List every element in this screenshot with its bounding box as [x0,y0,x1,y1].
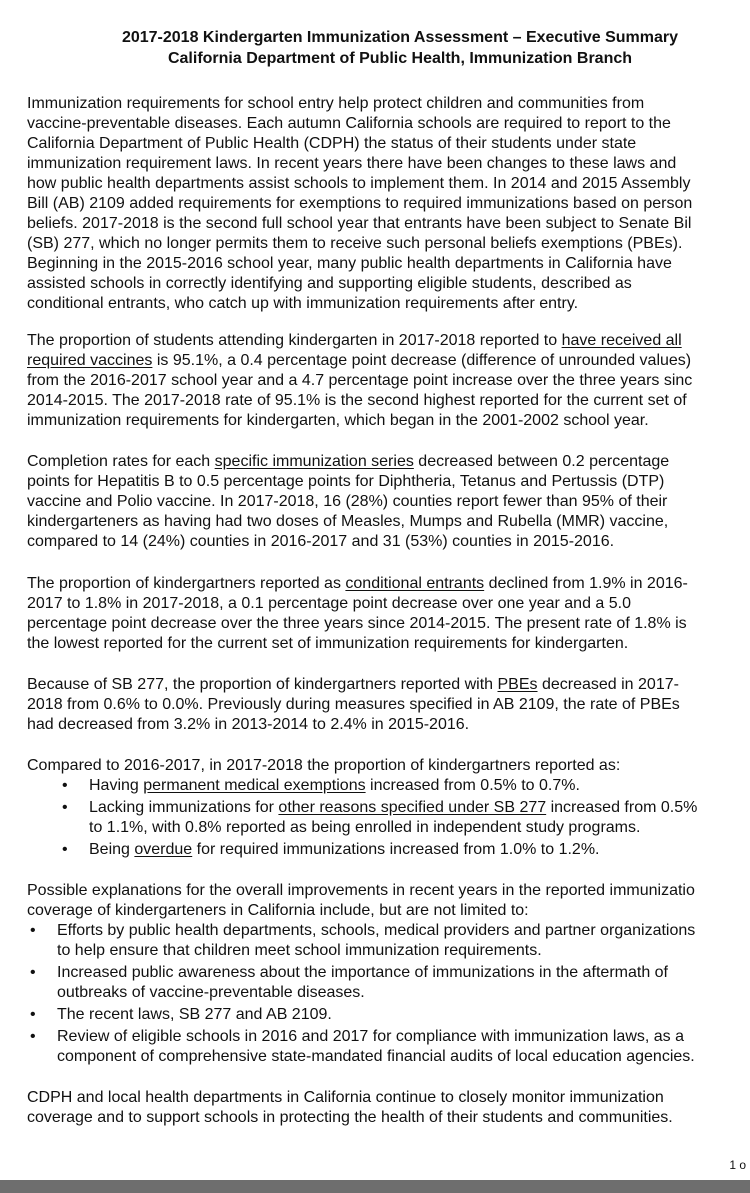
p2-line: immunization requirements for kindergarten, which began in the 2001-2002 school year. [27,412,649,429]
p4-line: 2017 to 1.8% in 2017-2018, a 0.1 percentage point decrease over one year and a 5.0 [27,595,631,612]
bullet-icon: • [30,1006,36,1023]
p6-intro: Compared to 2016-2017, in 2017-2018 the proportion of kindergartners reported as: [27,757,621,774]
p6-bullet-line: Being overdue for required immunizations increased from 1.0% to 1.2%. [89,841,600,858]
p5-line: 2018 from 0.6% to 0.0%. Previously during measures specified in AB 2109, the rate of PBEs [27,696,680,713]
p7-bullet-line: component of comprehensive state-mandated financial audits of local education agencies. [57,1048,695,1065]
p4-line: the lowest reported for the current set of immunization requirements for kindergarten. [27,635,629,652]
link-specific-immunization-series[interactable]: specific immunization series [214,453,414,470]
p1-line: California Department of Public Health (CDPH) the status of their students under state [27,135,637,152]
p1-line: vaccine-preventable diseases. Each autumn California schools are required to report to the [27,115,671,132]
p2-line: required vaccines is 95.1%, a 0.4 percentage point decrease (difference of unrounded values) [27,352,692,369]
document-title: 2017-2018 Kindergarten Immunization Assessment – Executive Summary [121,29,679,46]
p1-line: Beginning in the 2015-2016 school year, many public health departments in California have [27,255,672,272]
link-permanent-medical-exemptions[interactable]: permanent medical exemptions [143,777,366,794]
link-overdue[interactable]: overdue [134,841,193,858]
p1-line: immunization requirement laws. In recent years there have been changes to these laws and [27,155,677,172]
p7-bullet-line: outbreaks of vaccine-preventable diseases. [57,984,365,1001]
p8-line: CDPH and local health departments in California continue to closely monitor immunization [27,1089,664,1106]
p6-bullet-line: Lacking immunizations for other reasons specified under SB 277 increased from 0.5% [89,799,698,816]
p3-line: compared to 14 (24%) counties in 2016-2017 and 31 (53%) counties in 2015-2016. [27,533,615,550]
p7-bullet-line: The recent laws, SB 277 and AB 2109. [57,1006,332,1023]
p4-line: The proportion of kindergartners reported as conditional entrants declined from 1.9% in 2016- [27,575,688,592]
p2-line: 2014-2015. The 2017-2018 rate of 95.1% is the second highest reported for the current set of [27,392,687,409]
p1-line: Immunization requirements for school entry help protect children and communities from [27,95,645,112]
link-conditional-entrants[interactable]: conditional entrants [345,575,485,592]
document-subtitle: California Department of Public Health, Immunization Branch [167,50,633,67]
link-pbes[interactable]: PBEs [497,676,538,693]
p7-line: Possible explanations for the overall improvements in recent years in the reported immunizatio [27,882,695,899]
p5-line: Because of SB 277, the proportion of kindergartners reported with PBEs decreased in 2017- [27,676,679,693]
p1-line: (SB) 277, which no longer permits them to receive such personal beliefs exemptions (PBEs). [27,235,683,252]
viewer-bottom-bar [0,1180,750,1193]
bullet-icon: • [62,799,68,816]
p6-bullet-line: to 1.1%, with 0.8% reported as being enrolled in independent study programs. [89,819,641,836]
p2-line: The proportion of students attending kindergarten in 2017-2018 reported to have received all [27,332,682,349]
p1-line: Bill (AB) 2109 added requirements for exemptions to required immunizations based on person [27,195,693,212]
p4-line: percentage point decrease over the three years since 2014-2015. The present rate of 1.8% is [27,615,687,632]
p1-line: beliefs. 2017-2018 is the second full school year that entrants have been subject to Senate Bil [27,215,692,232]
p1-line: conditional entrants, who catch up with immunization requirements after entry. [27,295,579,312]
page-number: 1 o [729,1158,746,1172]
link-required-vaccines[interactable]: required vaccines [27,352,153,369]
p2-line: from the 2016-2017 school year and a 4.7 percentage point increase over the three years sinc [27,372,693,389]
link-received-all-vaccines[interactable]: have received all [561,332,682,349]
bullet-icon: • [30,1028,36,1045]
p7-bullet-line: Efforts by public health departments, schools, medical providers and partner organizations [57,922,696,939]
p7-line: coverage of kindergarteners in California include, but are not limited to: [27,902,529,919]
p3-line: vaccine and Polio vaccine. In 2017-2018, 16 (28%) counties report fewer than 95% of their [27,493,668,510]
p3-line: points for Hepatitis B to 0.5 percentage points for Diphtheria, Tetanus and Pertussis (DTP) [27,473,665,490]
p8-line: coverage and to support schools in protecting the health of their students and communities. [27,1109,673,1126]
p6-bullet-line: Having permanent medical exemptions increased from 0.5% to 0.7%. [89,777,580,794]
p7-bullet-line: Review of eligible schools in 2016 and 2017 for compliance with immunization laws, as a [57,1028,684,1045]
p5-line: had decreased from 3.2% in 2013-2014 to 2.4% in 2015-2016. [27,716,470,733]
p3-line: Completion rates for each specific immunization series decreased between 0.2 percentage [27,453,670,470]
p3-line: kindergarteners as having had two doses of Measles, Mumps and Rubella (MMR) vaccine, [27,513,669,530]
p7-bullet-line: Increased public awareness about the importance of immunizations in the aftermath of [57,964,668,981]
link-other-reasons-sb277[interactable]: other reasons specified under SB 277 [278,799,547,816]
bullet-icon: • [62,841,68,858]
p1-line: assisted schools in correctly identifying and supporting eligible students, described as [27,275,632,292]
bullet-icon: • [62,777,68,794]
bullet-icon: • [30,922,36,939]
bullet-icon: • [30,964,36,981]
p1-line: how public health departments assist schools to implement them. In 2014 and 2015 Assembly [27,175,691,192]
p7-bullet-line: to help ensure that children meet school immunization requirements. [57,942,542,959]
